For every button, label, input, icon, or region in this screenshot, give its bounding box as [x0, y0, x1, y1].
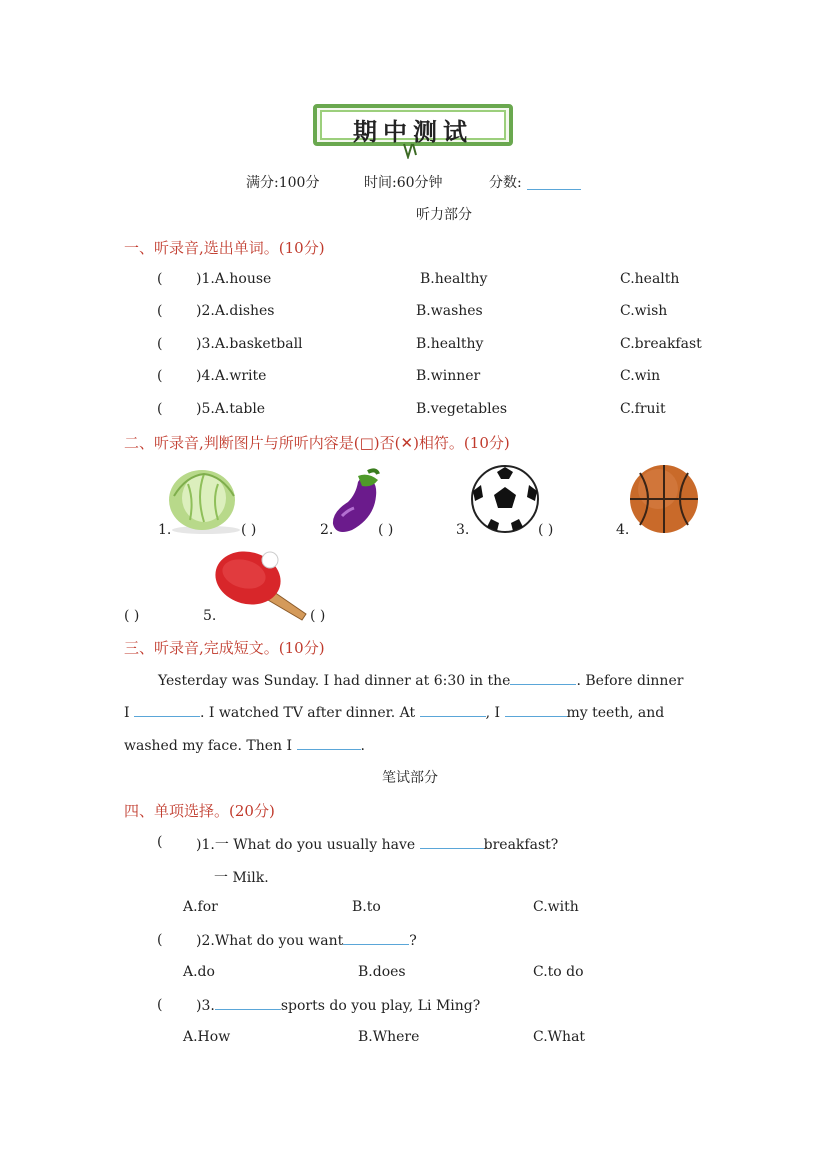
option-b: B.vegetables: [416, 401, 508, 417]
paren-open: (: [157, 368, 163, 384]
passage-text: .: [360, 738, 365, 754]
paren-open: (: [157, 336, 163, 352]
passage-text: . Before dinner: [576, 673, 684, 689]
question-text: )2.What do you want: [196, 933, 344, 949]
page-title: 期中测试: [353, 118, 473, 146]
question-text: breakfast?: [483, 837, 559, 853]
mc-answer-1: 一 Milk.: [214, 870, 269, 886]
option-c: C.fruit: [620, 401, 666, 417]
passage-text: I: [124, 705, 130, 721]
passage-text: my teeth, and: [566, 705, 665, 721]
section3-heading: 三、听录音,完成短文。(10分): [124, 639, 325, 657]
basketball-icon: [628, 463, 700, 535]
passage-text: . I watched TV after dinner. At: [199, 705, 416, 721]
answer-paren-4[interactable]: ( ): [124, 608, 140, 624]
writing-heading: 笔试部分: [382, 770, 438, 786]
passage-text: washed my face. Then I: [124, 738, 293, 754]
paren-open: (: [157, 271, 163, 287]
mc-blank-1[interactable]: [420, 836, 484, 849]
option-c: C.health: [620, 271, 680, 287]
mc2-option-c: C.to do: [533, 964, 584, 980]
ping-pong-paddle-icon: [214, 546, 314, 622]
mc1-option-c: C.with: [533, 899, 579, 915]
listening-heading: 听力部分: [416, 207, 472, 223]
eggplant-icon: [328, 466, 384, 536]
picture-label-2: 2.: [320, 522, 334, 538]
answer-paren-5[interactable]: ( ): [310, 608, 326, 624]
cabbage-icon: [166, 466, 242, 534]
section1-heading: 一、听录音,选出单词。(10分): [124, 239, 325, 257]
score-blank[interactable]: [527, 177, 581, 190]
fill-blank-2[interactable]: [134, 704, 200, 717]
picture-label-4: 4.: [616, 522, 630, 538]
passage-line-3: [124, 737, 365, 754]
full-score: 满分:100分: [246, 175, 320, 191]
score-label: 分数:: [489, 175, 522, 191]
mc2-option-b: B.does: [358, 964, 406, 980]
paren-open: (: [157, 303, 163, 319]
title-banner: [312, 103, 514, 147]
picture-label-1: 1.: [158, 522, 172, 538]
mc2-option-a: A.do: [183, 964, 215, 980]
mc3-option-b: B.Where: [358, 1029, 420, 1045]
exam-time: 时间:60分钟: [364, 175, 443, 191]
fill-blank-5[interactable]: [297, 737, 361, 750]
question-text: )1.一 What do you usually have: [196, 837, 416, 853]
soccer-ball-icon: [469, 463, 541, 535]
option-b: B.healthy: [420, 271, 488, 287]
passage-line-1: [158, 672, 683, 689]
fill-blank-1[interactable]: [510, 672, 576, 685]
question-text: )3.A.basketball: [196, 336, 303, 352]
mc-blank-2[interactable]: [343, 932, 409, 945]
question-text: )4.A.write: [196, 368, 267, 384]
option-c: C.win: [620, 368, 661, 384]
passage-text: Yesterday was Sunday. I had dinner at 6:30 in the: [158, 673, 511, 689]
section2-heading: 二、听录音,判断图片与所听内容是(□)否(✕)相符。(10分): [124, 434, 510, 452]
section4-heading: 四、单项选择。(20分): [124, 802, 275, 820]
option-c: C.breakfast: [620, 336, 702, 352]
paren-open: (: [157, 401, 163, 417]
fill-blank-4[interactable]: [505, 704, 567, 717]
answer-paren-2[interactable]: ( ): [378, 522, 394, 538]
option-b: B.washes: [416, 303, 483, 319]
mc3-option-a: A.How: [183, 1029, 231, 1045]
mc-question-1: [196, 834, 558, 854]
paren-open: (: [157, 997, 163, 1013]
mc1-option-b: B.to: [352, 899, 381, 915]
paren-open: (: [157, 834, 163, 850]
answer-paren-1[interactable]: ( ): [241, 522, 257, 538]
mc1-option-a: A.for: [183, 899, 218, 915]
question-text: )2.A.dishes: [196, 303, 275, 319]
mc3-option-c: C.What: [533, 1029, 586, 1045]
question-text: ?: [409, 933, 417, 949]
fill-blank-3[interactable]: [420, 704, 486, 717]
option-b: B.healthy: [416, 336, 484, 352]
question-text: )1.A.house: [196, 271, 272, 287]
paren-open: (: [157, 932, 163, 948]
passage-text: , I: [485, 705, 501, 721]
mc-question-3: [196, 997, 480, 1014]
answer-paren-3[interactable]: ( ): [538, 522, 554, 538]
mc-question-2: [196, 932, 417, 949]
question-text: )5.A.table: [196, 401, 266, 417]
option-b: B.winner: [416, 368, 481, 384]
question-text: sports do you play, Li Ming?: [280, 998, 481, 1014]
picture-label-3: 3.: [456, 522, 470, 538]
passage-line-2: [124, 704, 664, 721]
question-text: )3.: [196, 998, 215, 1014]
mc-blank-3[interactable]: [215, 997, 281, 1010]
picture-label-5: 5.: [203, 608, 217, 624]
option-c: C.wish: [620, 303, 668, 319]
